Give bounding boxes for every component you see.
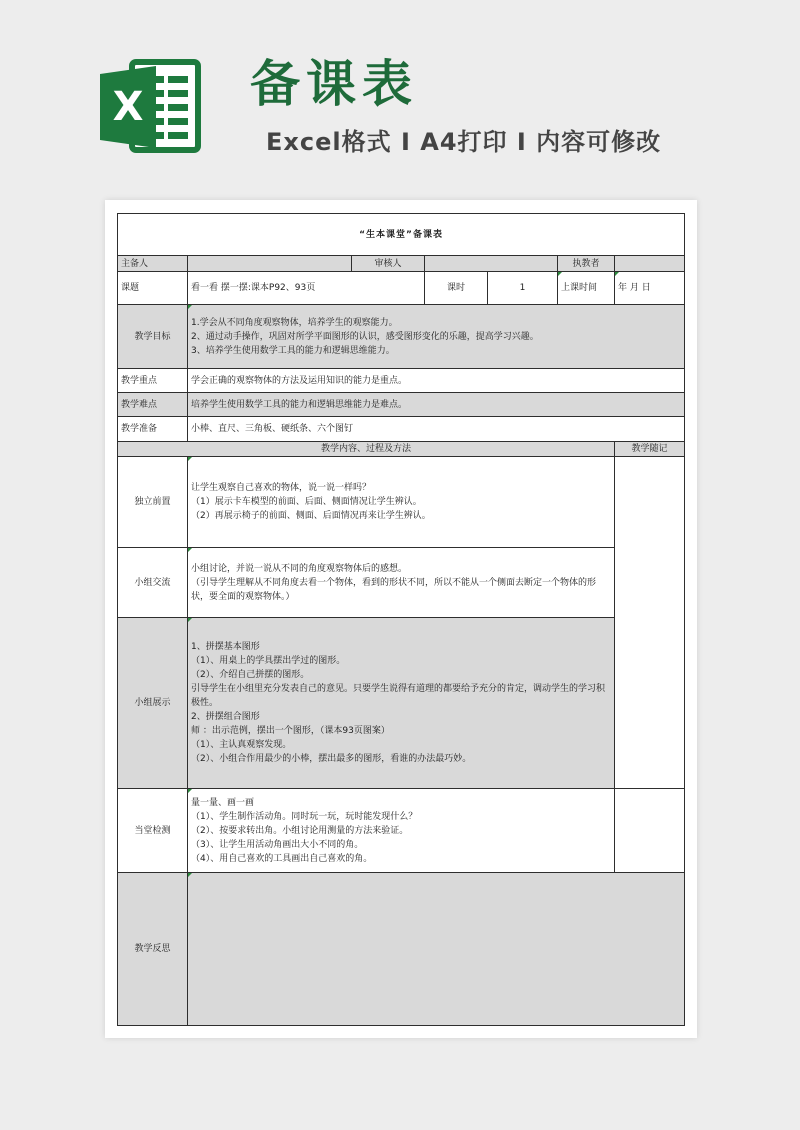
time-value[interactable]: 年 月 日 [615, 272, 685, 305]
content-line: 师 ：出示范例，摆出一个图形，（课本93页图案） [191, 726, 390, 736]
content-line: （3）、让学生用活动角画出大小不同的角。 [191, 839, 364, 850]
banner-title: 备课表 [250, 55, 418, 113]
hours-label: 课时 [425, 272, 488, 305]
prep-value[interactable]: 小棒、直尺、三角板、硬纸条、六个图钉 [188, 417, 685, 442]
lesson-plan-table [117, 213, 685, 1026]
notes-cell[interactable] [615, 457, 685, 789]
content-line: （2）、介绍自己拼摆的图形。 [191, 670, 310, 680]
topic-value[interactable]: 看一看 摆一摆:课本P92、93页 [188, 272, 425, 305]
key-label: 教学重点 [118, 369, 188, 393]
excel-logo-icon [98, 58, 202, 154]
content-line: （1）、用桌上的学具摆出学过的图形。 [191, 656, 346, 666]
content-line: （2）、小组合作用最少的小棒，摆出最多的图形，看谁的办法最巧妙。 [191, 754, 472, 764]
content-line: （2）、按要求转出角。小组讨论用测量的方法来验证。 [191, 825, 409, 836]
teacher-value[interactable] [615, 256, 685, 272]
section-content-reflection[interactable] [188, 873, 685, 1026]
banner-subtitle: Excel格式 I A4打印 I 内容可修改 [266, 128, 662, 156]
content-line: 2、拼摆组合图形 [191, 712, 260, 722]
section-label-reflection: 教学反思 [118, 873, 188, 1026]
process-header: 教学内容、过程及方法 [118, 442, 615, 457]
section-label-independent: 独立前置 [118, 457, 188, 548]
key-value[interactable]: 学会正确的观察物体的方法及运用知识的能力是重点。 [188, 369, 685, 393]
content-line: （4）、用自己喜欢的工具画出自己喜欢的角。 [191, 853, 373, 864]
content-line: （1）、主认真观察发现。 [191, 740, 292, 750]
content-line: （1）展示卡车模型的前面、后面、侧面情况让学生辨认。 [191, 497, 422, 507]
content-line: 让学生观察自己喜欢的物体，说一说一样吗？ [191, 483, 372, 493]
preparer-label: 主备人 [118, 256, 188, 272]
section-content-discussion[interactable] [188, 548, 615, 618]
difficulty-label: 教学难点 [118, 393, 188, 417]
difficulty-value[interactable]: 培养学生使用数学工具的能力和逻辑思维能力是难点。 [188, 393, 685, 417]
section-content-independent[interactable] [188, 457, 615, 548]
content-line: （1）、学生制作活动角。同时玩一玩，玩时能发现什么？ [191, 811, 418, 822]
section-label-discussion: 小组交流 [118, 548, 188, 618]
svg-text:X: X [112, 84, 144, 130]
notes-header: 教学随记 [615, 442, 685, 457]
goals-content[interactable] [188, 305, 685, 369]
content-line: 1、拼摆基本图形 [191, 642, 260, 652]
content-line: （2）再展示椅子的前面、侧面、后面情况再来让学生辨认。 [191, 511, 431, 521]
content-line: 小组讨论，并说一说从不同的角度观察物体后的感想。 [191, 563, 408, 574]
goal-line: 1.学会从不同角度观察物体，培养学生的观察能力。 [191, 317, 398, 328]
content-line: （引导学生理解从不同角度去看一个物体，看到的形状不同，所以不能从一个侧面去断定一个物体的形状，要全面的观察物体。） [191, 577, 597, 602]
hours-value[interactable]: 1 [488, 272, 558, 305]
goals-label: 教学目标 [118, 305, 188, 369]
teacher-label: 执教者 [558, 256, 615, 272]
reviewer-value[interactable] [425, 256, 558, 272]
section-content-showcase[interactable] [188, 618, 615, 789]
content-line: 引导学生在小组里充分发表自己的意见。只要学生说得有道理的都要给予充分的肯定，调动学生的学习积极性。 [191, 684, 606, 708]
section-label-test: 当堂检测 [118, 789, 188, 873]
goal-line: 3、培养学生使用数学工具的能力和逻辑思维能力。 [191, 345, 395, 356]
goal-line: 2、通过动手操作，巩固对所学平面图形的认识，感受图形变化的乐趣，提高学习兴趣。 [191, 331, 539, 342]
preparer-value[interactable] [188, 256, 352, 272]
reviewer-label: 审核人 [352, 256, 425, 272]
topic-label: 课题 [118, 272, 188, 305]
prep-label: 教学准备 [118, 417, 188, 442]
notes-cell[interactable] [615, 789, 685, 873]
section-content-test[interactable] [188, 789, 615, 873]
sheet-title: “生本课堂”备课表 [118, 214, 685, 256]
content-line: 量一量、画一画 [191, 797, 255, 808]
section-label-showcase: 小组展示 [118, 618, 188, 789]
time-label: 上课时间 [558, 272, 615, 305]
